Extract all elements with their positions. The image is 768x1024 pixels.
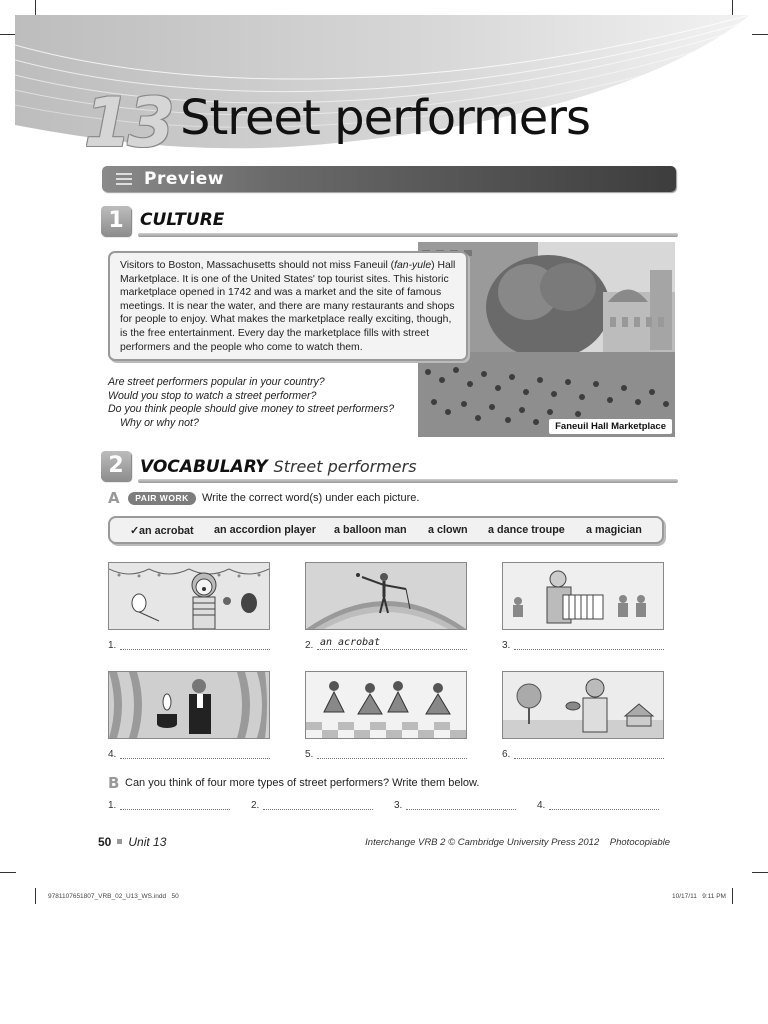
page-number: 50: [98, 835, 112, 849]
picture-balloon-man: [502, 671, 664, 739]
b-answer-number: 2.: [251, 800, 260, 811]
menu-lines-icon: [116, 173, 132, 185]
print-slug-file: 9781107651807_VRB_02_U13_WS.indd 50: [48, 893, 179, 900]
word-bank-item: a dance troupe: [488, 524, 565, 536]
crop-mark: [0, 872, 16, 873]
word-bank: [108, 516, 664, 544]
print-slug-date: 10/17/11 9:11 PM: [672, 893, 726, 900]
crop-mark: [35, 0, 36, 16]
clown-illustration: [109, 563, 269, 629]
picture-dance-troupe: [305, 671, 467, 739]
question: Would you stop to watch a street performer?: [108, 389, 317, 402]
discussion-questions: [108, 376, 394, 430]
crop-mark: [0, 34, 16, 35]
crop-mark: [732, 0, 733, 16]
crop-mark: [35, 888, 36, 904]
section-rule: [138, 233, 678, 237]
vocabulary-subtitle: Street performers: [273, 457, 417, 476]
culture-text-part: Visitors to Boston, Massachusetts should not miss Faneuil (: [120, 260, 395, 271]
pronunciation: fan-yule: [394, 260, 432, 271]
footer-page-info: [98, 835, 166, 849]
page-title: Street performers: [180, 90, 591, 146]
picture-clown: [108, 562, 270, 630]
answer-line[interactable]: [120, 748, 270, 759]
unit-number: 13: [84, 84, 171, 163]
b-answer-line[interactable]: [263, 799, 373, 810]
answer-number: 2.: [305, 640, 314, 651]
answer-number: 6.: [502, 749, 511, 760]
word-bank-item: a magician: [586, 524, 642, 536]
preview-label: Preview: [144, 169, 225, 189]
answer-number: 5.: [305, 749, 314, 760]
answer-line[interactable]: [317, 748, 467, 759]
word-bank-item: a clown: [428, 524, 468, 536]
culture-text-box: [108, 251, 468, 361]
b-answer-number: 4.: [537, 800, 546, 811]
balloon-man-illustration: [503, 672, 663, 738]
b-answer-line[interactable]: [549, 799, 659, 810]
answer-number: 1.: [108, 640, 117, 651]
question: Do you think people should give money to street performers?: [108, 403, 395, 416]
section-rule: [138, 479, 678, 483]
crop-mark: [752, 872, 768, 873]
word-bank-item: a balloon man: [334, 524, 407, 536]
crop-mark: [752, 34, 768, 35]
activity-letter-a: A: [108, 489, 120, 507]
b-answer-line[interactable]: [406, 799, 516, 810]
answer-number: 3.: [502, 640, 511, 651]
activity-a-instruction: Write the correct word(s) under each picture.: [202, 492, 420, 504]
culture-text-part: ) Hall Marketplace. It is one of the United States' top tourist sites. This historic marketplace opened in 1742 and was a market and the site of famous meetings. It is near the water, and there are many restaurants and shops for people to enjoy. What makes the marketplace really exciting, though, is the free entertainment. Every day the marketplace fills with street performers and the people who come to watch them.: [120, 260, 456, 353]
preview-bar: [102, 166, 676, 192]
word-bank-item: an accordion player: [214, 524, 317, 536]
word-bank-item: ✓an acrobat: [130, 525, 194, 537]
dance-troupe-illustration: [306, 672, 466, 738]
b-answer-number: 1.: [108, 800, 117, 811]
answer-line[interactable]: [514, 748, 664, 759]
magician-illustration: [109, 672, 269, 738]
photo-caption: Faneuil Hall Marketplace: [549, 419, 672, 434]
answer-line[interactable]: [514, 639, 664, 650]
answer-number: 4.: [108, 749, 117, 760]
activity-b-instruction: Can you think of four more types of street performers? Write them below.: [125, 777, 480, 789]
section-number-2: 2: [101, 451, 131, 481]
crop-mark: [732, 888, 733, 904]
accordion-player-illustration: [503, 563, 663, 629]
answer-line[interactable]: [120, 639, 270, 650]
activity-letter-b: B: [108, 774, 120, 792]
question: Are street performers popular in your country?: [108, 376, 325, 388]
pair-work-badge: PAIR WORK: [128, 492, 196, 505]
acrobat-illustration: [306, 563, 466, 629]
b-answer-line[interactable]: [120, 799, 230, 810]
picture-acrobat: [305, 562, 467, 630]
section-title-culture: CULTURE: [140, 210, 225, 230]
square-bullet-icon: [117, 839, 122, 844]
question: Why or why not?: [120, 416, 199, 429]
section-number-1: 1: [101, 206, 131, 236]
b-answer-number: 3.: [394, 800, 403, 811]
footer-copyright: Interchange VRB 2 © Cambridge University Press 2012 Photocopiable: [365, 837, 670, 848]
handwritten-answer: an acrobat: [320, 637, 381, 648]
section-title-vocabulary: [140, 457, 417, 477]
vocabulary-title: VOCABULARY: [140, 457, 268, 477]
picture-accordion-player: [502, 562, 664, 630]
footer-unit: Unit 13: [128, 835, 167, 849]
picture-magician: [108, 671, 270, 739]
